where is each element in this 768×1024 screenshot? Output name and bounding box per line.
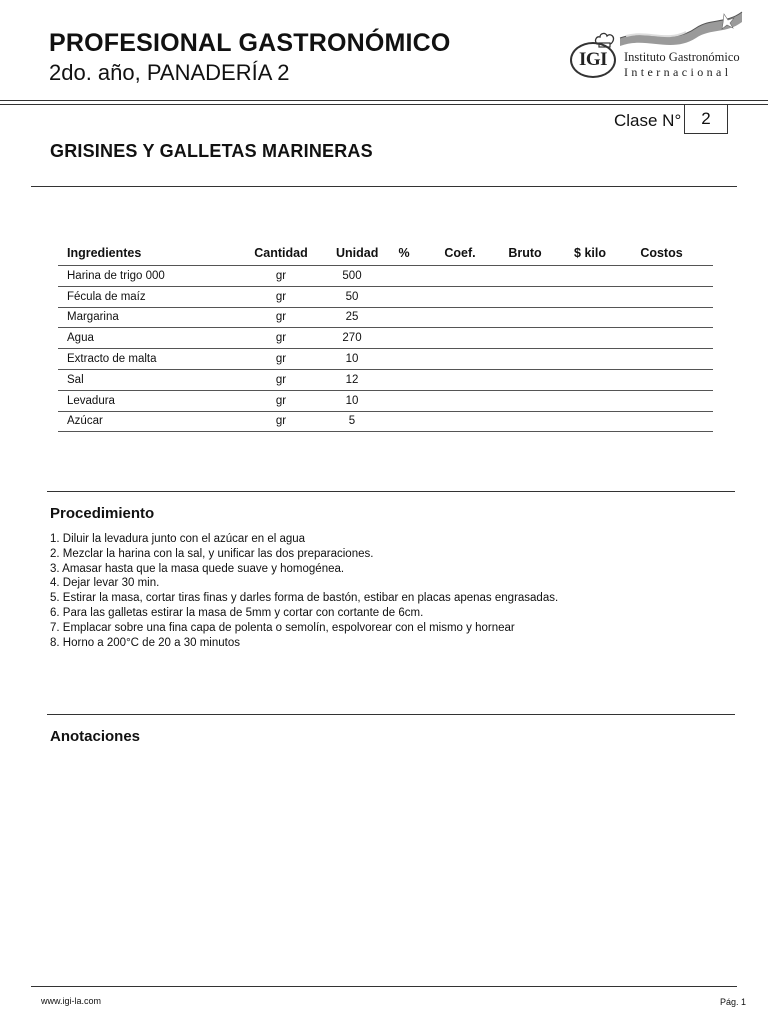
table-row	[58, 369, 713, 390]
table-cell	[570, 349, 610, 370]
table-row	[58, 286, 713, 307]
table-cell	[440, 349, 480, 370]
table-cell: Harina de trigo 000	[58, 266, 226, 287]
logo-monogram: IGI	[570, 42, 616, 78]
document-title: PROFESIONAL GASTRONÓMICO	[49, 29, 451, 57]
procedure-step: 3. Amasar hasta que la masa quede suave y homogénea.	[50, 562, 345, 575]
table-cell	[480, 411, 570, 432]
procedure-steps	[50, 532, 558, 650]
table-cell: gr	[226, 328, 336, 349]
procedure-step: 8. Horno a 200°C de 20 a 30 minutos	[50, 636, 240, 649]
header-divider-bottom	[0, 104, 768, 105]
table-cell	[368, 266, 440, 287]
table-cell	[570, 411, 610, 432]
table-cell	[610, 411, 713, 432]
logo-text-line1: Instituto Gastronómico	[624, 50, 740, 64]
table-cell: 25	[336, 307, 368, 328]
table-cell	[440, 286, 480, 307]
table-cell: 500	[336, 266, 368, 287]
procedure-step: 6. Para las galletas estirar la masa de 5mm y cortar con cortante de 6cm.	[50, 606, 424, 619]
igi-logo	[568, 6, 748, 86]
table-row	[58, 390, 713, 411]
table-cell: 12	[336, 369, 368, 390]
logo-text-line2: Internacional	[624, 65, 732, 79]
table-row	[58, 349, 713, 370]
footer-website: www.igi-la.com	[41, 996, 102, 1006]
procedure-step: 7. Emplacar sobre una fina capa de polenta o semolín, espolvorear con el mismo y hornear	[50, 621, 515, 634]
ingredients-table	[58, 241, 713, 432]
procedure-step: 1. Diluir la levadura junto con el azúcar en el agua	[50, 533, 306, 545]
table-cell	[368, 411, 440, 432]
footer-divider	[31, 986, 737, 987]
column-header: Ingredientes	[58, 241, 226, 266]
notes-divider	[47, 714, 735, 715]
table-cell: 10	[336, 390, 368, 411]
table-cell	[440, 369, 480, 390]
document-subtitle: 2do. año, PANADERÍA 2	[49, 60, 290, 85]
procedure-step: 2. Mezclar la harina con la sal, y unificar las dos preparaciones.	[50, 547, 374, 560]
table-cell	[480, 266, 570, 287]
table-cell	[610, 307, 713, 328]
table-cell	[610, 328, 713, 349]
table-cell	[480, 286, 570, 307]
table-cell: Azúcar	[58, 411, 226, 432]
table-cell	[570, 390, 610, 411]
table-cell: gr	[226, 411, 336, 432]
table-cell	[480, 390, 570, 411]
column-header: $ kilo	[570, 241, 610, 266]
table-cell	[570, 286, 610, 307]
table-cell	[610, 369, 713, 390]
table-cell	[368, 349, 440, 370]
table-cell	[610, 286, 713, 307]
table-cell	[368, 307, 440, 328]
procedure-divider	[47, 491, 735, 492]
table-cell: Levadura	[58, 390, 226, 411]
table-cell	[440, 266, 480, 287]
procedure-step: 5. Estirar la masa, cortar tiras finas y darles forma de bastón, estibar en placas apenas engrasadas.	[50, 592, 559, 605]
table-cell: gr	[226, 349, 336, 370]
table-cell	[480, 369, 570, 390]
table-cell: 5	[336, 411, 368, 432]
table-cell: Agua	[58, 328, 226, 349]
class-number-box: 2	[684, 104, 728, 134]
title-divider	[31, 186, 737, 187]
table-row	[58, 266, 713, 287]
table-cell	[610, 390, 713, 411]
table-cell	[480, 307, 570, 328]
class-number-label: Clase N°	[614, 111, 682, 130]
table-cell	[610, 266, 713, 287]
table-cell: Fécula de maíz	[58, 286, 226, 307]
notes-heading: Anotaciones	[50, 728, 141, 745]
table-cell: 50	[336, 286, 368, 307]
procedure-step: 4. Dejar levar 30 min.	[50, 577, 160, 590]
table-cell: gr	[226, 390, 336, 411]
column-header: Bruto	[480, 241, 570, 266]
table-cell	[480, 328, 570, 349]
table-cell: gr	[226, 307, 336, 328]
table-cell	[440, 411, 480, 432]
table-cell: gr	[226, 369, 336, 390]
page-number: Pág. 1	[720, 997, 747, 1007]
table-row	[58, 328, 713, 349]
column-header: Unidad	[336, 241, 368, 266]
header-divider-top	[0, 100, 768, 101]
table-cell: gr	[226, 286, 336, 307]
table-cell	[368, 369, 440, 390]
recipe-title: GRISINES Y GALLETAS MARINERAS	[50, 141, 373, 161]
flag-banner-icon	[616, 6, 746, 48]
table-cell: Margarina	[58, 307, 226, 328]
table-cell: 270	[336, 328, 368, 349]
table-cell	[368, 286, 440, 307]
table-cell: Extracto de malta	[58, 349, 226, 370]
table-cell: gr	[226, 266, 336, 287]
table-cell	[440, 328, 480, 349]
table-cell: 10	[336, 349, 368, 370]
table-cell	[570, 266, 610, 287]
column-header: Cantidad	[226, 241, 336, 266]
table-cell	[440, 390, 480, 411]
table-cell	[570, 307, 610, 328]
table-row	[58, 307, 713, 328]
procedure-heading: Procedimiento	[50, 505, 155, 522]
table-cell	[570, 328, 610, 349]
table-cell	[570, 369, 610, 390]
column-header: Costos	[610, 241, 713, 266]
table-cell	[368, 328, 440, 349]
table-cell	[480, 349, 570, 370]
column-header: %	[368, 241, 440, 266]
table-header-row	[58, 241, 713, 266]
table-row	[58, 411, 713, 432]
table-cell	[440, 307, 480, 328]
table-cell	[368, 390, 440, 411]
column-header: Coef.	[440, 241, 480, 266]
table-cell: Sal	[58, 369, 226, 390]
table-cell	[610, 349, 713, 370]
